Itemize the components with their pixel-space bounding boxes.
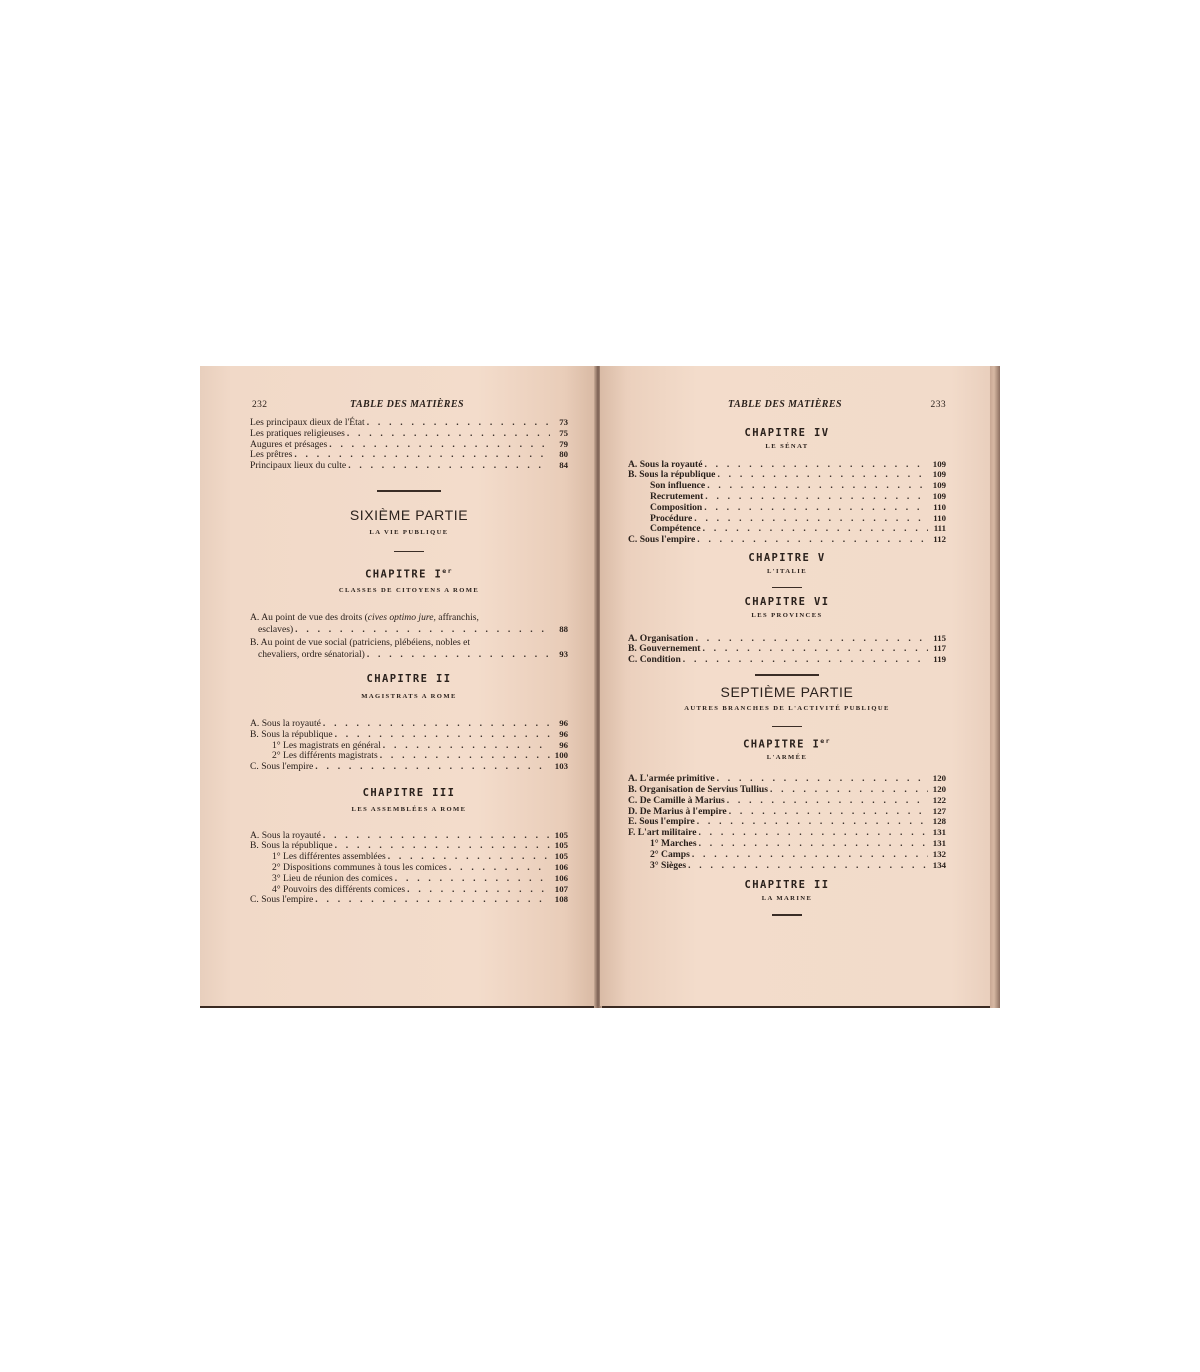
toc-entry bbox=[250, 862, 568, 873]
dot-leader bbox=[295, 625, 550, 636]
toc-entry bbox=[250, 851, 568, 862]
toc-entry-text: C. Condition bbox=[628, 654, 681, 666]
toc-entry-text: F. L'art militaire bbox=[628, 827, 697, 839]
dot-leader bbox=[329, 440, 550, 451]
left-page bbox=[200, 366, 596, 1006]
chapter-title-text: CHAPITRE I bbox=[365, 568, 443, 581]
toc-entry bbox=[628, 523, 946, 534]
toc-entry-text: B. Gouvernement bbox=[628, 643, 701, 655]
toc-entry bbox=[250, 884, 568, 895]
toc-entry-text: A. Sous la royauté bbox=[250, 829, 321, 841]
toc-entry-text: E. Sous l'empire bbox=[628, 816, 695, 828]
right-page-number: 233 bbox=[930, 400, 946, 410]
open-book bbox=[200, 366, 1000, 1008]
toc-entry-page: 75 bbox=[559, 427, 568, 438]
toc-entry bbox=[250, 460, 568, 471]
chapter-entries bbox=[628, 459, 946, 545]
entry-a-line2-text: esclaves) bbox=[258, 623, 294, 635]
dot-leader bbox=[380, 751, 550, 762]
dot-leader bbox=[703, 524, 928, 535]
toc-entry bbox=[628, 513, 946, 524]
toc-entry-page: 103 bbox=[554, 761, 568, 772]
toc-entry-text: 2° Camps bbox=[650, 848, 690, 860]
toc-entry-text: Compétence bbox=[650, 523, 701, 535]
entry-b-page: 93 bbox=[559, 648, 568, 659]
dot-leader bbox=[683, 655, 928, 666]
toc-entry-page: 127 bbox=[932, 805, 946, 816]
toc-entry bbox=[250, 449, 568, 460]
toc-entry-text: 2° Dispositions communes à tous les comices bbox=[272, 861, 447, 873]
dot-leader bbox=[702, 644, 928, 655]
left-running-head bbox=[250, 400, 568, 414]
toc-entry bbox=[628, 480, 946, 491]
toc-entry-multiline bbox=[250, 638, 568, 661]
toc-entry bbox=[250, 729, 568, 740]
dot-leader bbox=[697, 535, 928, 546]
toc-entry-page: 73 bbox=[559, 417, 568, 427]
toc-entry-text: A. Sous la royauté bbox=[628, 458, 703, 470]
entry-a-italic: cives optimo jure, bbox=[367, 612, 436, 624]
right-running-head bbox=[628, 400, 946, 414]
toc-entry bbox=[628, 784, 946, 795]
chapter-entries bbox=[250, 718, 568, 772]
chapter-entries bbox=[628, 633, 946, 665]
dot-leader bbox=[367, 418, 550, 429]
chapter-title-text: CHAPITRE I bbox=[743, 738, 821, 751]
toc-entry-page: 117 bbox=[933, 643, 946, 654]
toc-entry-page: 120 bbox=[932, 773, 946, 784]
toc-entry bbox=[250, 718, 568, 729]
dot-leader bbox=[449, 863, 550, 874]
toc-entry-page: 105 bbox=[554, 829, 568, 840]
dot-leader bbox=[698, 828, 928, 839]
toc-entry-page: 108 bbox=[554, 894, 568, 905]
toc-entry bbox=[628, 633, 946, 644]
chapter-title-sup: er bbox=[442, 567, 453, 576]
toc-entry-page: 105 bbox=[554, 840, 568, 851]
toc-entry-text: D. De Marius à l'empire bbox=[628, 805, 727, 817]
toc-entry-page: 119 bbox=[933, 654, 946, 665]
toc-entry-page: 96 bbox=[559, 728, 568, 739]
part-title: SIXIÈME PARTIE bbox=[349, 506, 469, 523]
toc-entry-text: Augures et présages bbox=[250, 438, 328, 450]
toc-entry-text: B. Sous la république bbox=[250, 840, 333, 852]
part-subtitle: AUTRES BRANCHES DE L'ACTIVITÉ PUBLIQUE bbox=[684, 704, 890, 712]
toc-entry-page: 131 bbox=[932, 838, 946, 849]
toc-entry bbox=[628, 502, 946, 513]
dot-leader bbox=[315, 895, 550, 906]
chapter-title: CHAPITRE V bbox=[748, 551, 826, 564]
toc-entry bbox=[628, 773, 946, 784]
dot-leader bbox=[367, 650, 550, 661]
toc-entry-page: 96 bbox=[559, 739, 568, 750]
toc-entry-text: Procédure bbox=[650, 512, 693, 524]
toc-entry-text: 1° Les magistrats en général bbox=[272, 739, 381, 751]
toc-entry-text: Son influence bbox=[650, 480, 706, 492]
dot-leader bbox=[688, 861, 928, 872]
entry-b-line1: B. Au point de vue social (patriciens, plébéiens, nobles et bbox=[250, 636, 471, 648]
toc-entry bbox=[628, 459, 946, 470]
dot-leader bbox=[395, 874, 550, 885]
toc-entry bbox=[628, 849, 946, 860]
toc-entry-page: 115 bbox=[933, 632, 946, 643]
toc-entry bbox=[628, 827, 946, 838]
toc-entry-text: 1° Marches bbox=[650, 838, 697, 850]
chapter-subtitle: L'ITALIE bbox=[766, 567, 808, 575]
toc-entry-page: 96 bbox=[559, 717, 568, 728]
toc-entry bbox=[250, 439, 568, 450]
entry-b-line2 bbox=[250, 649, 568, 661]
dot-leader bbox=[347, 429, 550, 440]
chapter-subtitle: LA MARINE bbox=[761, 895, 813, 903]
toc-entry-page: 84 bbox=[559, 460, 568, 471]
toc-entry bbox=[628, 838, 946, 849]
dot-leader bbox=[692, 850, 928, 861]
top-entries bbox=[250, 417, 568, 471]
dot-leader bbox=[770, 785, 928, 796]
toc-entry bbox=[628, 534, 946, 545]
toc-entry-multiline bbox=[250, 613, 568, 636]
chapter-subtitle: L'ARMÉE bbox=[766, 754, 808, 762]
toc-entry-text: 1° Les différentes assemblées bbox=[272, 851, 386, 863]
toc-entry-page: 120 bbox=[932, 784, 946, 795]
toc-entry bbox=[628, 795, 946, 806]
part-subtitle: LA VIE PUBLIQUE bbox=[369, 528, 449, 536]
entry-a-prefix: A. Au point de vue des droits ( bbox=[250, 612, 368, 624]
chapter-title: CHAPITRE II bbox=[744, 879, 830, 892]
toc-entry-text: C. Sous l'empire bbox=[250, 761, 314, 773]
toc-entry-text: Composition bbox=[650, 501, 703, 513]
toc-entry bbox=[628, 643, 946, 654]
dot-leader bbox=[323, 831, 550, 842]
toc-entry-text: B. Organisation de Servius Tullius bbox=[628, 784, 768, 796]
toc-entry-text: B. Sous la république bbox=[250, 728, 333, 740]
chapter-subtitle: LES PROVINCES bbox=[751, 611, 823, 619]
chapter-entries bbox=[250, 830, 568, 906]
right-running-title: TABLE DES MATIÈRES bbox=[728, 399, 842, 410]
toc-entry-page: 79 bbox=[559, 438, 568, 449]
dot-leader bbox=[704, 460, 928, 471]
left-running-title: TABLE DES MATIÈRES bbox=[350, 399, 464, 410]
left-page-number: 232 bbox=[252, 400, 268, 410]
toc-entry-text: 3° Sièges bbox=[650, 859, 687, 871]
entry-a-line2 bbox=[250, 624, 568, 636]
toc-entry-text: 2° Les différents magistrats bbox=[272, 750, 378, 762]
toc-entry bbox=[250, 873, 568, 884]
entry-b-line2-text: chevaliers, ordre sénatorial) bbox=[258, 648, 365, 660]
dot-leader bbox=[727, 796, 928, 807]
toc-entry-page: 112 bbox=[933, 534, 946, 545]
toc-entry-page: 109 bbox=[932, 480, 946, 491]
entry-a-line1 bbox=[250, 613, 568, 624]
toc-entry bbox=[250, 740, 568, 751]
toc-entry bbox=[250, 428, 568, 439]
page-edges bbox=[990, 366, 1000, 1008]
chapter-title: CHAPITRE VI bbox=[744, 596, 830, 609]
toc-entry-page: 105 bbox=[554, 851, 568, 862]
chapter-title bbox=[628, 736, 946, 750]
toc-entry-page: 110 bbox=[933, 512, 946, 523]
toc-entry-text: C. De Camille à Marius bbox=[628, 794, 725, 806]
dot-leader bbox=[729, 807, 928, 818]
toc-entry bbox=[628, 654, 946, 665]
dot-leader bbox=[315, 762, 550, 773]
toc-entry-page: 80 bbox=[559, 449, 568, 460]
toc-entry bbox=[628, 806, 946, 817]
entry-a-page: 88 bbox=[559, 623, 568, 634]
chapter-title-sup: er bbox=[820, 737, 831, 746]
toc-entry-text: Principaux lieux du culte bbox=[250, 460, 347, 472]
toc-entry-page: 111 bbox=[933, 523, 946, 534]
short-rule bbox=[772, 914, 802, 916]
chapter-title: CHAPITRE II bbox=[366, 673, 452, 686]
dot-leader bbox=[697, 817, 928, 828]
toc-entry-page: 134 bbox=[932, 859, 946, 870]
toc-entry bbox=[250, 417, 568, 428]
toc-entry-text: C. Sous l'empire bbox=[250, 894, 314, 906]
toc-entry-page: 107 bbox=[554, 883, 568, 894]
dot-leader bbox=[704, 503, 928, 514]
toc-entry-text: Les prêtres bbox=[250, 449, 293, 461]
toc-entry-text: A. Sous la royauté bbox=[250, 717, 321, 729]
toc-entry bbox=[628, 491, 946, 502]
part-title: SEPTIÈME PARTIE bbox=[720, 684, 854, 701]
chapter-title: CHAPITRE IV bbox=[744, 427, 830, 439]
chapter-title: CHAPITRE III bbox=[362, 786, 456, 799]
toc-entry bbox=[250, 750, 568, 761]
toc-entry bbox=[250, 761, 568, 772]
toc-entry-page: 132 bbox=[932, 848, 946, 859]
chapter-subtitle: CLASSES DE CITOYENS A ROME bbox=[338, 587, 480, 595]
toc-entry-page: 100 bbox=[554, 750, 568, 761]
toc-entry bbox=[250, 830, 568, 841]
toc-entry-text: B. Sous la république bbox=[628, 469, 716, 481]
dot-leader bbox=[696, 634, 928, 645]
toc-entry bbox=[628, 860, 946, 871]
dot-leader bbox=[705, 492, 928, 503]
dot-leader bbox=[699, 839, 928, 850]
dot-leader bbox=[323, 719, 550, 730]
left-page-content bbox=[250, 400, 568, 905]
toc-entry-page: 122 bbox=[932, 794, 946, 805]
toc-entry-text: 4° Pouvoirs des différents comices bbox=[272, 883, 406, 895]
toc-entry-text: Recrutement bbox=[650, 490, 704, 502]
toc-entry-text: C. Sous l'empire bbox=[628, 534, 696, 546]
toc-entry-text: Les pratiques religieuses bbox=[250, 427, 345, 439]
toc-entry-page: 110 bbox=[933, 501, 946, 512]
chapter-subtitle: MAGISTRATS A ROME bbox=[361, 693, 457, 701]
toc-entry-text: A. Organisation bbox=[628, 632, 694, 644]
toc-entry-page: 109 bbox=[932, 490, 946, 501]
toc-entry-text: 3° Lieu de réunion des comices bbox=[272, 872, 393, 884]
chapter-title bbox=[250, 566, 568, 580]
toc-entry bbox=[250, 840, 568, 851]
toc-entry-page: 109 bbox=[932, 458, 946, 469]
chapter-subtitle: LES ASSEMBLÉES A ROME bbox=[351, 805, 467, 813]
toc-entry bbox=[250, 894, 568, 905]
dot-leader bbox=[717, 470, 928, 481]
toc-entry-page: 106 bbox=[554, 861, 568, 872]
toc-entry-text: Les principaux dieux de l'État bbox=[250, 417, 365, 428]
right-page-content bbox=[628, 400, 946, 916]
entry-a-suffix: affranchis, bbox=[435, 612, 479, 624]
dot-leader bbox=[707, 481, 928, 492]
dot-leader bbox=[335, 730, 550, 741]
toc-entry-page: 106 bbox=[554, 872, 568, 883]
toc-entry-text: A. L'armée primitive bbox=[628, 773, 715, 785]
toc-entry bbox=[628, 469, 946, 480]
toc-entry-page: 128 bbox=[932, 816, 946, 827]
chapter-entries bbox=[628, 773, 946, 870]
dot-leader bbox=[383, 741, 550, 752]
dot-leader bbox=[348, 461, 550, 472]
toc-entry-page: 109 bbox=[932, 469, 946, 480]
dot-leader bbox=[407, 885, 550, 896]
toc-entry bbox=[628, 816, 946, 827]
toc-entry-page: 131 bbox=[932, 827, 946, 838]
dot-leader bbox=[694, 514, 928, 525]
right-page bbox=[600, 366, 990, 1006]
chapter-subtitle: LE SÉNAT bbox=[765, 442, 809, 450]
